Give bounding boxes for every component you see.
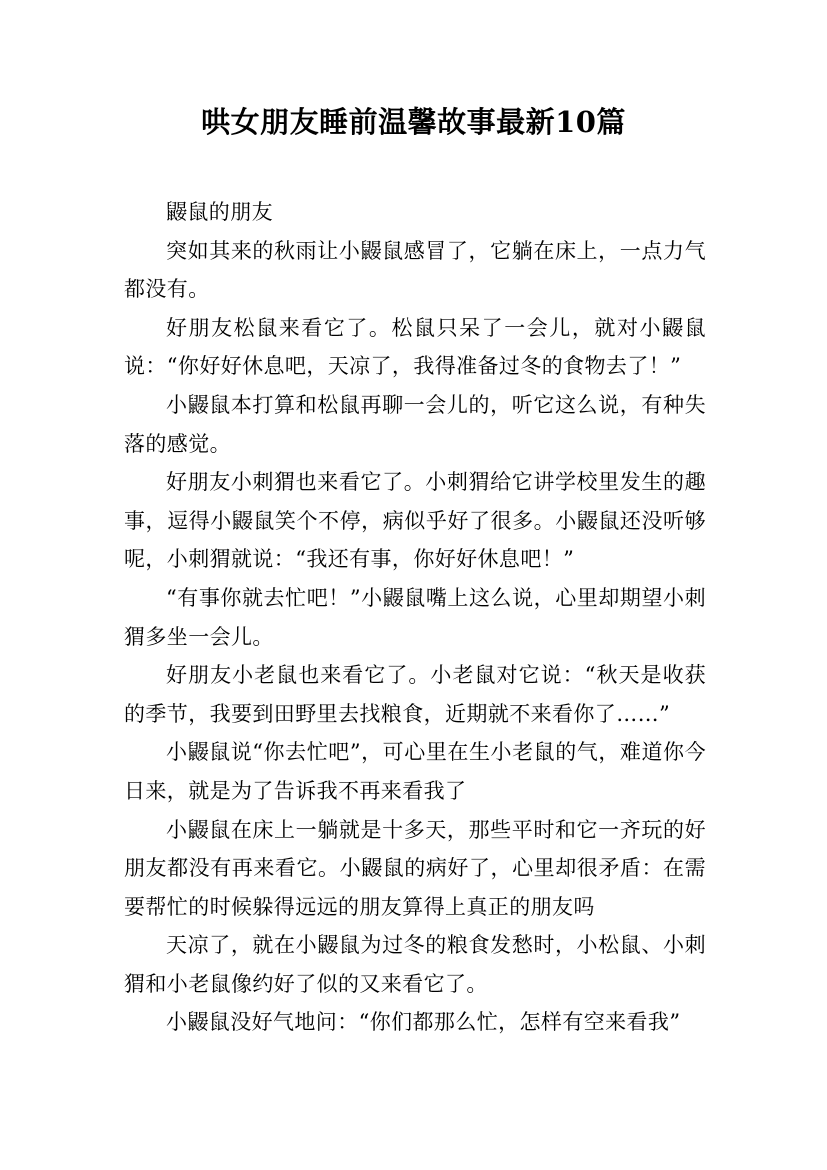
- document-title: 哄女朋友睡前温馨故事最新10篇: [201, 105, 626, 139]
- paragraph: 好朋友松鼠来看它了。松鼠只呆了一会儿，就对小鼹鼠说：“你好好休息吧，天凉了，我得准备过冬的食物去了！”: [124, 315, 706, 379]
- paragraph: 小鼹鼠在床上一躺就是十多天，那些平时和它一齐玩的好朋友都没有再来看它。小鼹鼠的病好了，心里却很矛盾：在需要帮忙的时候躲得远远的朋友算得上真正的朋友吗: [124, 817, 706, 919]
- paragraph: 突如其来的秋雨让小鼹鼠感冒了，它躺在床上，一点力气都没有。: [124, 238, 706, 302]
- paragraph: 小鼹鼠本打算和松鼠再聊一会儿的，听它这么说，有种失落的感觉。: [124, 392, 706, 456]
- paragraph: 天凉了，就在小鼹鼠为过冬的粮食发愁时，小松鼠、小刺猬和小老鼠像约好了似的又来看它了。: [124, 933, 706, 996]
- paragraph: 好朋友小老鼠也来看它了。小老鼠对它说：“秋天是收获的季节，我要到田野里去找粮食，近期就不来看你了……”: [124, 663, 706, 726]
- document-body: [124, 193, 706, 1042]
- paragraph: 好朋友小刺猬也来看它了。小刺猬给它讲学校里发生的趣事，逗得小鼹鼠笑个不停，病似乎好了很多。小鼹鼠还没听够呢，小刺猬就说：“我还有事，你好好休息吧！”: [124, 470, 706, 572]
- paragraph: 小鼹鼠说“你去忙吧”，可心里在生小老鼠的气，难道你今日来，就是为了告诉我不再来看我了: [124, 740, 706, 803]
- paragraph: 小鼹鼠没好气地问：“你们都那么忙，怎样有空来看我”: [166, 1010, 681, 1035]
- section-heading: 鼹鼠的朋友: [166, 200, 273, 224]
- paragraph: “有事你就去忙吧！”小鼹鼠嘴上这么说，心里却期望小刺猬多坐一会儿。: [124, 585, 706, 649]
